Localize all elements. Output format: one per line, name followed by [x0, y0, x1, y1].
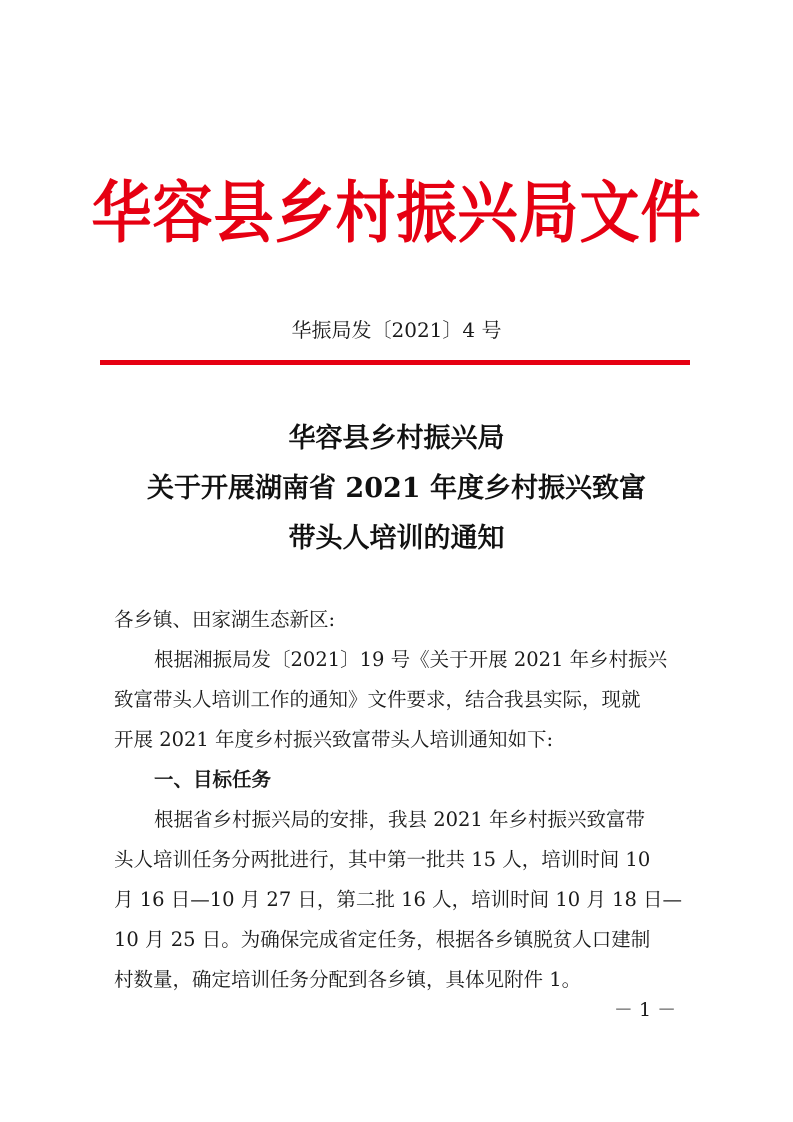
paragraph-1-line-1: 根据湘振局发〔2021〕19 号《关于开展 2021 年乡村振兴: [154, 648, 668, 671]
paragraph-2-line-2: 头人培训任务分两批进行，其中第一批共 15 人，培训时间 10: [114, 848, 651, 871]
notice-body: [114, 600, 694, 1000]
paragraph-2-line-1: 根据省乡村振兴局的安排，我县 2021 年乡村振兴致富带: [154, 808, 646, 831]
notice-title: [0, 414, 793, 564]
masthead-title: 华容县乡村振兴局文件: [91, 174, 702, 253]
paragraph-1-line-2: 致富带头人培训工作的通知》文件要求，结合我县实际，现就: [114, 688, 641, 711]
section-heading: 一、目标任务: [154, 768, 272, 791]
page-number: － 1 －: [613, 999, 677, 1021]
paragraph-2: [114, 800, 694, 1000]
title-line-1: 华容县乡村振兴局: [288, 423, 505, 454]
red-divider-line: [100, 360, 690, 365]
title-line-2: 关于开展湖南省 2021 年度乡村振兴致富: [147, 473, 646, 504]
paragraph-1-line-3: 开展 2021 年度乡村振兴致富带头人培训通知如下:: [114, 728, 554, 751]
paragraph-1: [114, 640, 694, 760]
addressee: 各乡镇、田家湖生态新区:: [114, 608, 336, 631]
paragraph-2-line-3: 月 16 日—10 月 27 日，第二批 16 人，培训时间 10 月 18 日—: [114, 888, 683, 911]
paragraph-2-line-5: 村数量，确定培训任务分配到各乡镇，具体见附件 1。: [114, 968, 582, 991]
document-number: 华振局发〔2021〕4 号: [291, 318, 502, 342]
title-line-3: 带头人培训的通知: [288, 523, 505, 554]
paragraph-2-line-4: 10 月 25 日。为确保完成省定任务，根据各乡镇脱贫人口建制: [114, 928, 651, 951]
